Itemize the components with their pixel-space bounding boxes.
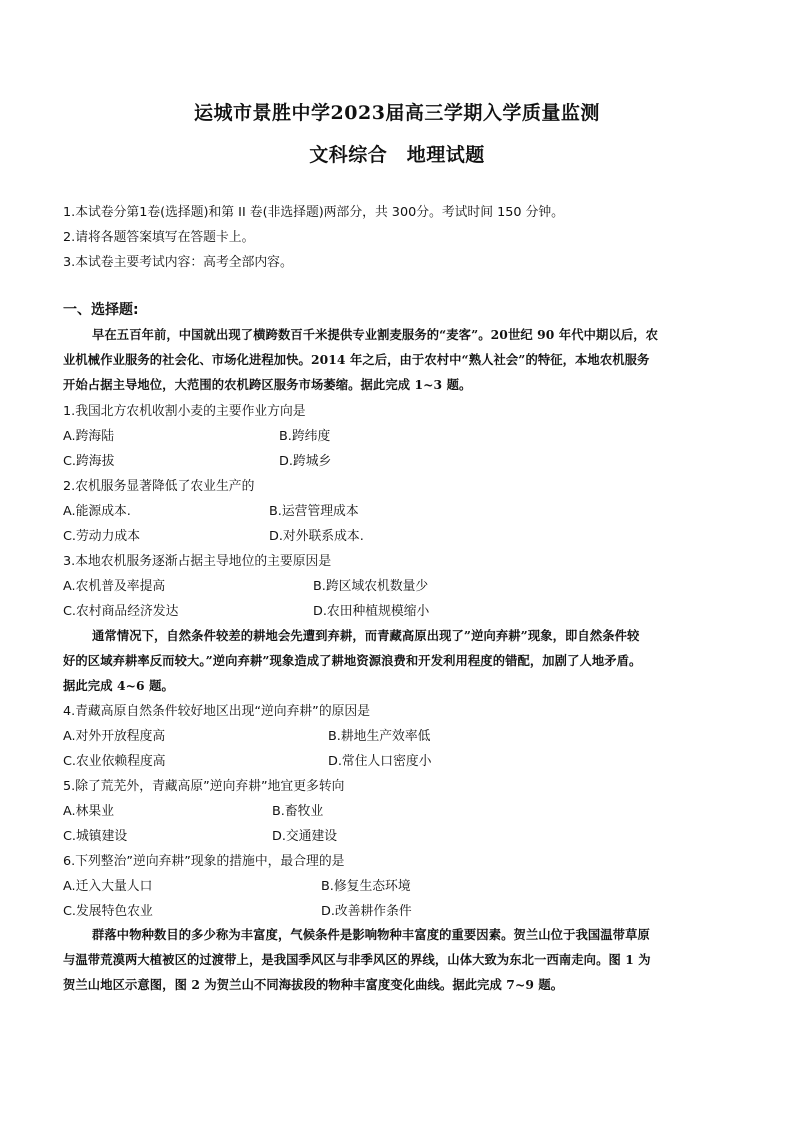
option-b: B.耕地生产效率低 bbox=[328, 729, 431, 744]
question-stem: 2.农机服务显著降低了农业生产的 bbox=[63, 479, 255, 494]
instruction-line: 1.本试卷分第1卷(选择题)和第 II 卷(非选择题)两部分，共 300分。考试时间 150 分钟。 bbox=[63, 205, 564, 220]
option-c: C.城镇建设 bbox=[63, 829, 128, 844]
option-a: A.农机普及率提高 bbox=[63, 579, 166, 594]
option-a: A.对外开放程度高 bbox=[63, 729, 166, 744]
option-b: B.畜牧业 bbox=[272, 804, 324, 819]
passage-line: 群落中物种数目的多少称为丰富度，气候条件是影响物种丰富度的重要因素。贺兰山位于我国温带草原 bbox=[92, 927, 650, 942]
passage-line: 早在五百年前，中国就出现了横跨数百千米提供专业割麦服务的“麦客”。20世纪 90 年代中期以后，农 bbox=[92, 327, 659, 342]
passage-line: 据此完成 4~6 题。 bbox=[63, 678, 174, 693]
option-d: D.交通建设 bbox=[272, 829, 338, 844]
option-b: B.跨区域农机数量少 bbox=[313, 579, 429, 594]
exam-title: 运城市景胜中学2023届高三学期入学质量监测 bbox=[194, 102, 600, 124]
option-d: D.常住人口密度小 bbox=[328, 754, 432, 769]
passage-line: 好的区域弃耕率反而较大。”逆向弃耕”现象造成了耕地资源浪费和开发利用程度的错配，加剧了人地矛盾。 bbox=[63, 653, 642, 668]
option-b: B.运营管理成本 bbox=[269, 504, 359, 519]
instruction-line: 3.本试卷主要考试内容：高考全部内容。 bbox=[63, 255, 293, 270]
option-d: D.改善耕作条件 bbox=[321, 904, 412, 919]
passage-line: 业机械作业服务的社会化、市场化进程加快。2014 年之后，由于农村中“熟人社会”的特征，本地农机服务 bbox=[63, 352, 650, 367]
option-b: B.跨纬度 bbox=[279, 429, 331, 444]
section-heading: 一、选择题: bbox=[63, 302, 139, 318]
option-c: C.农业依赖程度高 bbox=[63, 754, 166, 769]
option-d: D.对外联系成本. bbox=[269, 529, 364, 544]
option-c: C.发展特色农业 bbox=[63, 904, 153, 919]
question-stem: 5.除了荒芜外，青藏高原”逆向弃耕”地宜更多转向 bbox=[63, 779, 345, 794]
passage-line: 与温带荒漠两大植被区的过渡带上，是我国季风区与非季风区的界线，山体大致为东北一西南走向。图 1 为 bbox=[63, 952, 651, 967]
option-c: C.劳动力成本 bbox=[63, 529, 140, 544]
option-a: A.林果业 bbox=[63, 804, 114, 819]
passage-line: 贺兰山地区示意图，图 2 为贺兰山不同海拔段的物种丰富度变化曲线。据此完成 7~9 题。 bbox=[63, 977, 564, 992]
option-c: C.跨海拔 bbox=[63, 454, 115, 469]
option-a: A.迁入大量人口 bbox=[63, 879, 153, 894]
option-a: A.能源成本. bbox=[63, 504, 131, 519]
option-d: D.跨城乡 bbox=[279, 454, 332, 469]
question-stem: 4.青藏高原自然条件较好地区出现“逆向弃耕”的原因是 bbox=[63, 704, 371, 719]
question-stem: 6.下列整治”逆向弃耕”现象的措施中，最合理的是 bbox=[63, 854, 345, 869]
option-c: C.农村商品经济发达 bbox=[63, 604, 179, 619]
question-stem: 3.本地农机服务逐渐占据主导地位的主要原因是 bbox=[63, 554, 332, 569]
passage-line: 通常情况下，自然条件较差的耕地会先遭到弃耕，而青藏高原出现了”逆向弃耕”现象，即自然条件较 bbox=[92, 628, 640, 643]
option-d: D.农田种植规模缩小 bbox=[313, 604, 430, 619]
instruction-line: 2.请将各题答案填写在答题卡上。 bbox=[63, 230, 255, 245]
passage-line: 开始占据主导地位，大范围的农机跨区服务市场萎缩。据此完成 1~3 题。 bbox=[63, 377, 472, 392]
exam-subtitle: 文科综合 地理试题 bbox=[309, 144, 485, 166]
question-stem: 1.我国北方农机收割小麦的主要作业方向是 bbox=[63, 404, 306, 419]
option-b: B.修复生态环境 bbox=[321, 879, 411, 894]
option-a: A.跨海陆 bbox=[63, 429, 114, 444]
